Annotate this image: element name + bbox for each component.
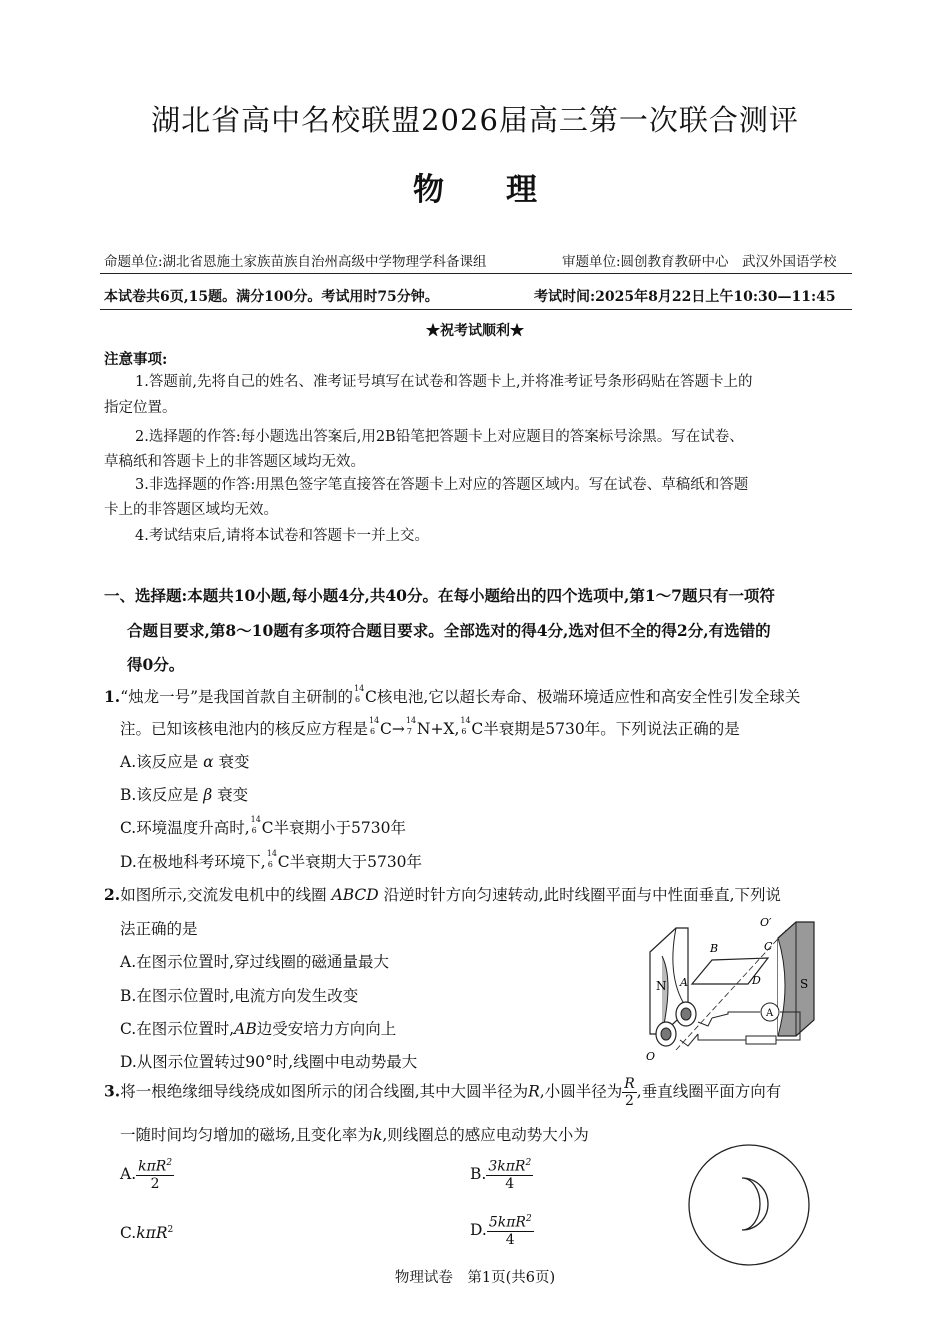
note-line: 4.考试结束后,请将本试卷和答题卡一并上交。 — [135, 528, 429, 544]
large-circle — [689, 1145, 809, 1265]
question-2-stem-cont: 法正确的是 — [120, 920, 198, 938]
q1-text: C核电池,它以超长寿命、极端环境适应性和高安全性引发全球关 — [365, 688, 801, 706]
svg-text:D: D — [752, 974, 761, 987]
section-heading-cont: 合题目要求,第8～10题有多项符合题目要求。全部选对的得4分,选对但不全的得2分,有选错的 — [127, 621, 771, 640]
subject-title: 物理 — [413, 172, 599, 208]
note-line: 草稿纸和答题卡上的非答题区域均无效。 — [104, 454, 365, 470]
q2-option-c[interactable]: C.在图示位置时,AB边受安培力方向向上 — [120, 1020, 397, 1038]
good-luck-banner: ★祝考试顺利★ — [426, 323, 524, 339]
note-line: 1.答题前,先将自己的姓名、准考证号填写在试卷和答题卡上,并将准考证号条形码贴在答题卡上的 — [135, 374, 753, 390]
question-number: 2. — [104, 885, 121, 904]
svg-text:C: C — [764, 940, 773, 953]
page-footer: 物理试卷 第1页(共6页) — [394, 1270, 556, 1286]
label-n: N — [656, 979, 667, 993]
exam-time: 考试时间:2025年8月22日上午10:30—11:45 — [534, 289, 836, 305]
note-line: 卡上的非答题区域均无效。 — [104, 502, 278, 518]
isotope-notation: 14 6 — [354, 684, 365, 704]
q3-option-c[interactable]: C.kπR$^2$ — [120, 1224, 174, 1242]
question-2-stem: 2.如图所示,交流发电机中的线圈 ABCD 沿逆时针方向匀速转动,此时线圈平面与中性面垂直,下列说 — [104, 885, 782, 904]
section-heading: 一、选择题:本题共10小题,每小题4分,共40分。在每小题给出的四个选项中,第1～7题只有一项符 — [104, 586, 775, 605]
label-s: S — [800, 977, 809, 991]
note-line: 3.非选择题的作答:用黑色签字笔直接答在答题卡上对应的答题区域内。写在试卷、草稿纸和答题 — [135, 477, 749, 493]
q1-option-c[interactable]: C.环境温度升高时, 14 6 C半衰期小于5730年 — [120, 815, 406, 837]
svg-text:A: A — [766, 1008, 774, 1019]
question-3-stem: 3.将一根绝缘细导线绕成如图所示的闭合线圈,其中大圆半径为R,小圆半径为 $\frac{R}{2}$ ,垂直线圈平面方向有 — [104, 1076, 782, 1109]
svg-text:B: B — [710, 942, 719, 955]
q1-option-b[interactable]: B.该反应是 β 衰变 — [120, 786, 249, 804]
fraction-r-over-2: $\frac{R}{2}$ — [624, 1076, 635, 1109]
note-line: 2.选择题的作答:每小题选出答案后,用2B铅笔把答题卡上对应题目的答案标号涂黑。写在试卷、 — [135, 429, 744, 445]
isotope-notation: 14 6 — [460, 716, 471, 736]
q3-option-a[interactable]: A. $\frac{k\pi R^2}{2}$ — [120, 1158, 173, 1192]
svg-text:O: O — [646, 1050, 656, 1063]
q3-option-b[interactable]: B. $\frac{3k\pi R^2}{4}$ — [470, 1158, 532, 1192]
q2-option-a[interactable]: A.在图示位置时,穿过线圈的磁通量最大 — [120, 953, 390, 971]
q1-text: N+X, — [416, 720, 460, 738]
isotope-notation: 14 6 — [369, 716, 380, 736]
q1-text: C半衰期是5730年。下列说法正确的是 — [471, 720, 740, 738]
question-number: 3. — [104, 1081, 121, 1101]
exam-title: 湖北省高中名校联盟2026届高三第一次联合测评 — [151, 103, 799, 137]
q1-option-a[interactable]: A.该反应是 α 衰变 — [120, 753, 250, 771]
reaction-arrow: C→ — [380, 720, 405, 738]
info-divider — [100, 309, 852, 310]
question-3-stem-cont: 一随时间均匀增加的磁场,且变化率为k,则线圈总的感应电动势大小为 — [120, 1126, 589, 1144]
q3-option-d[interactable]: D. $\frac{5k\pi R^2}{4}$ — [470, 1214, 532, 1248]
question-1-stem-cont — [120, 717, 740, 739]
note-line: 指定位置。 — [104, 400, 177, 416]
question-1-stem — [104, 685, 800, 707]
section-heading-cont: 得0分。 — [127, 655, 185, 674]
exam-info: 本试卷共6页,15题。满分100分。考试用时75分钟。 — [104, 289, 439, 305]
notes-heading: 注意事项: — [104, 351, 168, 368]
reviewer-unit: 审题单位:圆创教育教研中心 武汉外国语学校 — [562, 254, 837, 270]
ac-generator-figure — [636, 910, 852, 1066]
closed-coil-figure — [684, 1140, 814, 1270]
svg-text:O′: O′ — [760, 916, 772, 929]
q1-option-d[interactable]: D.在极地科考环境下, 14 6 C半衰期大于5730年 — [120, 849, 423, 871]
setter-unit: 命题单位:湖北省恩施土家族苗族自治州高级中学物理学科备课组 — [104, 254, 487, 270]
q2-option-b[interactable]: B.在图示位置时,电流方向发生改变 — [120, 987, 359, 1005]
q2-option-d[interactable]: D.从图示位置转过90°时,线圈中电动势最大 — [120, 1053, 418, 1071]
q1-text: 注。已知该核电池内的核反应方程是 — [120, 720, 369, 738]
small-circle — [742, 1178, 768, 1230]
isotope-notation: 14 7 — [405, 716, 417, 736]
svg-text:A: A — [680, 976, 688, 989]
q1-text: “烛龙一号”是我国首款自主研制的 — [120, 688, 354, 706]
question-number: 1. — [104, 687, 121, 706]
header-divider — [100, 273, 852, 274]
resistor — [746, 1036, 776, 1044]
